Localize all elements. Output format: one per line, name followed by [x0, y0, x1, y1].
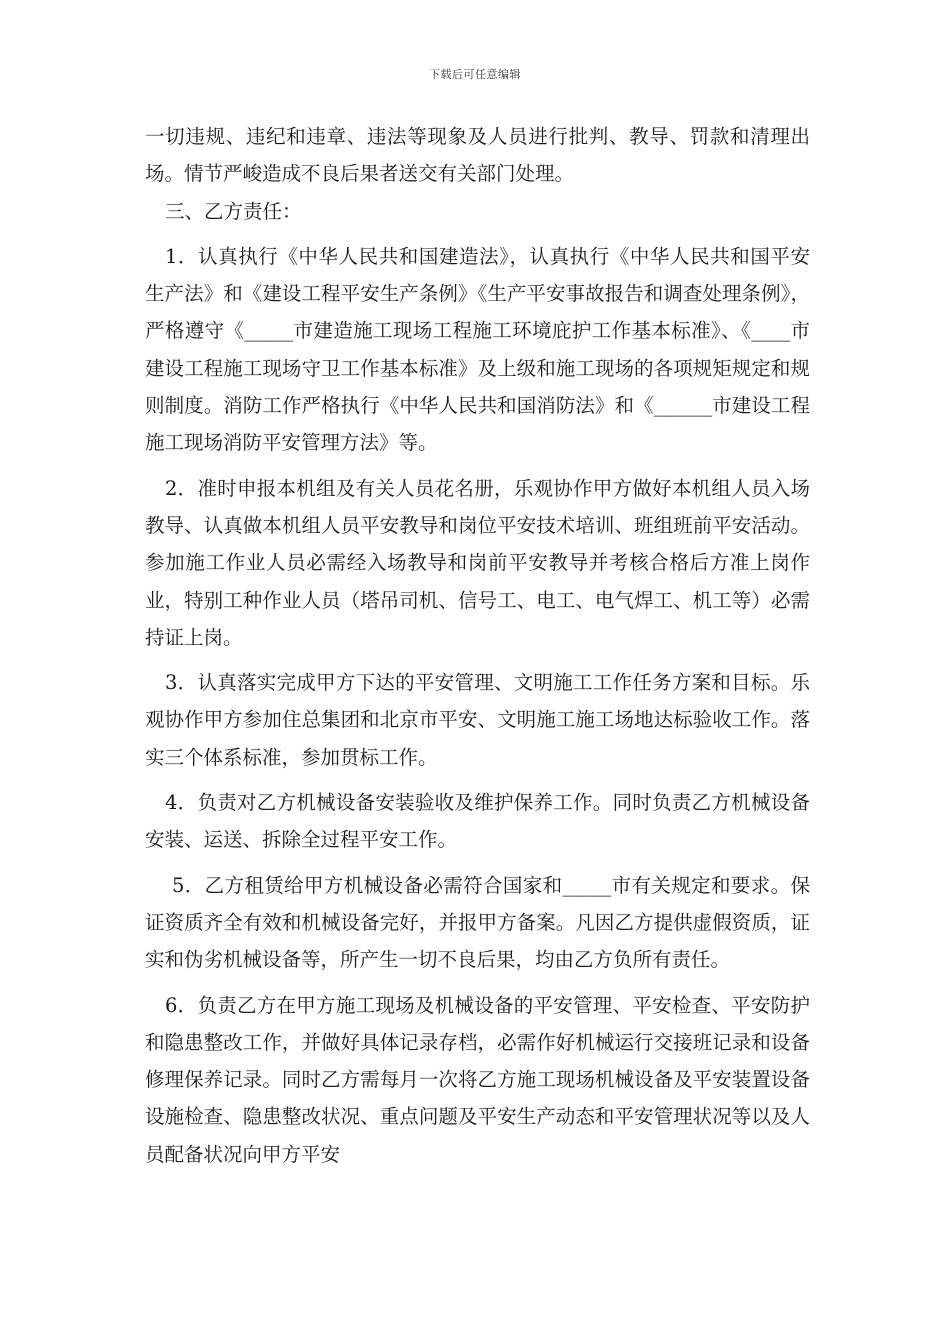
clause-4: 4．负责对乙方机械设备安装验收及维护保养工作。同时负责乙方机械设备安装、运送、拆除全过程平安工作。	[145, 791, 810, 852]
clause-3: 3．认真落实完成甲方下达的平安管理、文明施工工作任务方案和目标。乐观协作甲方参加住总集团和北京市平安、文明施工施工场地达标验收工作。落实三个体系标准，参加贯标工作。	[145, 671, 810, 769]
page-header-note: 下载后可任意编辑	[429, 68, 521, 81]
section-heading-party-b: 三、乙方责任：	[165, 199, 302, 223]
paragraph-continuation: 一切违规、违纪和违章、违法等现象及人员进行批判、教导、罚款和清理出场。情节严峻造成不良后果者送交有关部门处理。	[145, 125, 810, 186]
document-body	[145, 118, 810, 1173]
clause-2: 2．准时申报本机组及有关人员花名册，乐观协作甲方做好本机组人员入场教导、认真做本机组人员平安教导和岗位平安技术培训、班组班前平安活动。参加施工作业人员必需经入场教导和岗前平安教导并考核合格后方准上岗作业，特别工种作业人员（塔吊司机、信号工、电工、电气焊工、机工等）必需持证上岗。	[145, 476, 810, 649]
clause-1: 1．认真执行《中华人民共和国建造法》，认真执行《中华人民共和国平安生产法》和《建设工程平安生产条例》《生产平安事故报告和调查处理条例》，严格遵守《_____市建造施工现场工程施工环境庇护工作基本标准》、《____市建设工程施工现场守卫工作基本标准》及上级和施工现场的各项规矩规定和规则制度。消防工作严格执行《中华人民共和国消防法》和《______市建设工程施工现场消防平安管理方法》等。	[145, 244, 810, 455]
clause-6: 6．负责乙方在甲方施工现场及机械设备的平安管理、平安检查、平安防护和隐患整改工作，并做好具体记录存档，必需作好机械运行交接班记录和设备修理保养记录。同时乙方需每月一次将乙方施工现场机械设备及平安装置设备设施检查、隐患整改状况、重点问题及平安生产动态和平安管理状况等以及人员配备状况向甲方平安	[145, 993, 810, 1166]
clause-5: 5．乙方租赁给甲方机械设备必需符合国家和_____市有关规定和要求。保证资质齐全有效和机械设备完好，并报甲方备案。凡因乙方提供虚假资质，证实和伪劣机械设备等，所产生一切不良后果，均由乙方负所有责任。	[145, 873, 810, 972]
